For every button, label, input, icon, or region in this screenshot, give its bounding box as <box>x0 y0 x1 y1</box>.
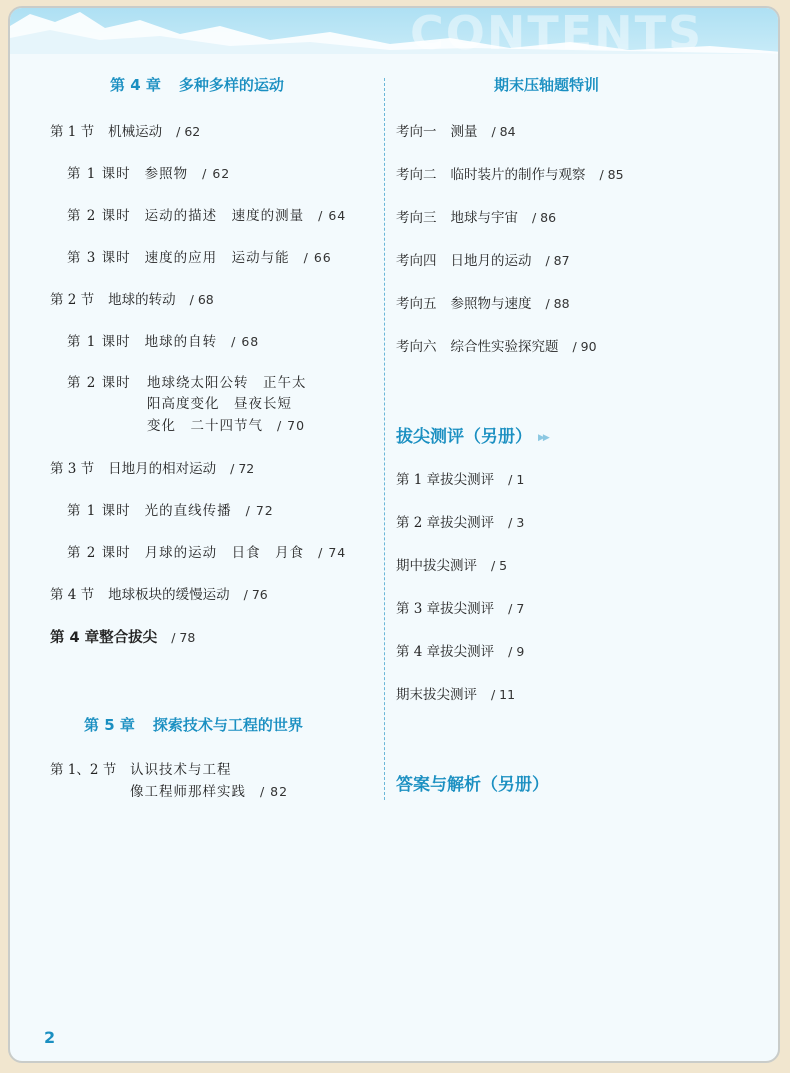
toc-entry[interactable]: 考向二 临时装片的制作与观察 / 85 <box>396 167 624 183</box>
toc-entry[interactable]: 考向四 日地月的运动 / 87 <box>396 253 570 269</box>
header-banner <box>10 8 778 54</box>
toc-entry[interactable]: 第 1 课时 地球的自转 / 68 <box>67 334 260 350</box>
entry-title: 地球绕太阳公转 正午太 阳高度变化 昼夜长短 变化 二十四节气 / 70 <box>147 375 307 434</box>
toc-entry[interactable] <box>50 760 350 804</box>
toc-entry[interactable]: 第 4 章整合拔尖 / 78 <box>50 630 196 646</box>
toc-entry[interactable]: 考向一 测量 / 84 <box>396 124 516 140</box>
double-arrow-icon: ▶▶ <box>538 432 548 443</box>
toc-entry[interactable]: 第 3 节 日地月的相对运动 / 72 <box>50 461 255 477</box>
chapter-4-title: 第 4 章 多种多样的运动 <box>110 76 284 94</box>
toc-page <box>8 6 780 1063</box>
column-divider <box>384 78 385 800</box>
toc-entry[interactable]: 考向六 综合性实验探究题 / 90 <box>396 339 597 355</box>
final-exam-title: 期末压轴题特训 <box>494 76 600 94</box>
toc-entry[interactable]: 第 2 课时 月球的运动 日食 月食 / 74 <box>67 545 347 561</box>
entry-label: 第 2 课时 <box>67 375 131 391</box>
toc-entry[interactable]: 第 2 章拔尖测评 / 3 <box>396 515 525 531</box>
toc-entry[interactable]: 考向三 地球与宇宙 / 86 <box>396 210 557 226</box>
toc-entry[interactable]: 第 1 节 机械运动 / 62 <box>50 124 201 140</box>
toc-entry[interactable]: 第 3 章拔尖测评 / 7 <box>396 601 525 617</box>
toc-entry[interactable]: 第 2 课时 运动的描述 速度的测量 / 64 <box>67 208 347 224</box>
assessment-title: 拔尖测评（另册） ▶▶ <box>396 427 548 447</box>
answers-title[interactable]: 答案与解析（另册） <box>396 775 549 795</box>
toc-entry[interactable]: 第 2 节 地球的转动 / 68 <box>50 292 214 308</box>
page-number: 2 <box>44 1028 56 1047</box>
toc-entry[interactable]: 第 1 章拔尖测评 / 1 <box>396 472 525 488</box>
toc-entry[interactable]: 期中拔尖测评 / 5 <box>396 558 508 574</box>
toc-entry[interactable]: 第 4 节 地球板块的缓慢运动 / 76 <box>50 587 268 603</box>
toc-entry[interactable] <box>67 373 367 439</box>
toc-entry[interactable]: 第 4 章拔尖测评 / 9 <box>396 644 525 660</box>
toc-entry[interactable]: 第 1 课时 光的直线传播 / 72 <box>67 503 274 519</box>
toc-entry[interactable]: 考向五 参照物与速度 / 88 <box>396 296 570 312</box>
entry-label: 第 1、2 节 <box>50 762 117 778</box>
entry-title: 认识技术与工程 像工程师那样实践 / 82 <box>130 762 289 800</box>
chapter-5-title: 第 5 章 探索技术与工程的世界 <box>84 716 303 734</box>
header-watermark: CONTENTS <box>410 10 704 56</box>
toc-entry[interactable]: 第 3 课时 速度的应用 运动与能 / 66 <box>67 250 332 266</box>
toc-entry[interactable]: 第 1 课时 参照物 / 62 <box>67 166 231 182</box>
toc-entry[interactable]: 期末拔尖测评 / 11 <box>396 687 516 703</box>
